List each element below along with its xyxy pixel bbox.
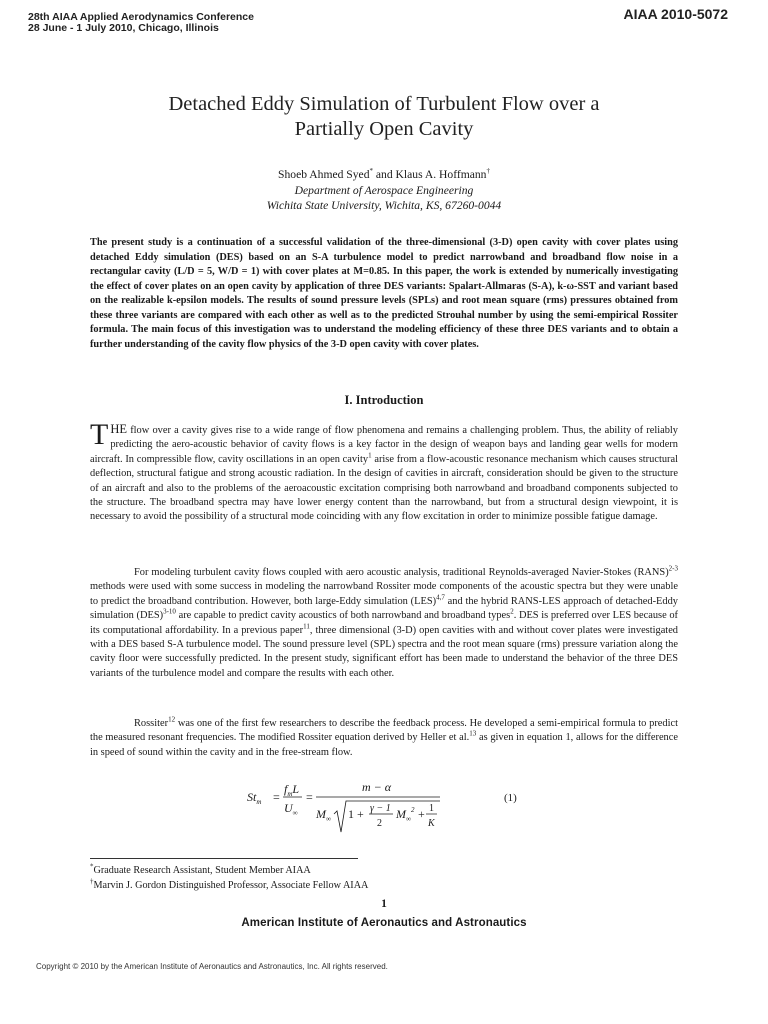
eq-f: f xyxy=(284,782,288,796)
svg-text:M∞2 xyxy=(395,806,415,823)
eq-equals-1: = xyxy=(273,790,280,804)
footnote-1 xyxy=(90,864,311,877)
citation[interactable]: 11 xyxy=(303,622,310,631)
svg-text:fmL xyxy=(284,782,299,798)
text-run: methods were used with some success in modeling the narrowband Rossiter mode components of the acoustic spectra but they were unable to predict the broadband contribution. However, both large-Eddy simulation (LES) xyxy=(90,581,678,607)
eq-M2: M xyxy=(396,807,406,821)
text-run: arise from a flow-acoustic resonance mechanism which causes structural deflection, structural fatigue and strong acoustic radiation. In the design of cavities in aircraft, consideration should be given to the structure of an aircraft and also to the problems of the aeroacoustic excitation comprising both narrowband and broadband components subjected to the structure. The broadband spectra may have lower energy content than the narrowband, but from a structural design viewpoint, it is necessary to avoid the possibility of a structural mode coinciding with any flow excitation in order to minimize possible fatigue damage. xyxy=(90,453,678,523)
eq-plus: + xyxy=(418,807,425,821)
intro-paragraph-3 xyxy=(90,717,678,760)
text-run: are capable to predict cavity acoustics of both narrowband and broadband types xyxy=(175,610,511,622)
eq-M: M xyxy=(316,807,326,821)
eq-equals-2: = xyxy=(306,790,313,804)
citation[interactable]: 13 xyxy=(469,729,477,738)
eq-M2-sup: 2 xyxy=(411,806,415,814)
text-run: . DES is preferred over LES because of its computational affordability. In a previous paper xyxy=(90,610,679,636)
author-and: and xyxy=(373,168,396,181)
eq-U-sub: ∞ xyxy=(292,809,298,817)
svg-text:Stm xyxy=(247,790,261,806)
author-block xyxy=(80,167,688,214)
eq-U: U xyxy=(284,801,293,815)
drop-cap-rest: HE xyxy=(110,422,127,436)
text-run: and the hybrid RANS-LES approach of detached-Eddy simulation (DES) xyxy=(90,595,678,622)
eq-lhs-sub: m xyxy=(256,798,262,806)
eq-numerator: m − α xyxy=(362,780,392,794)
eq-two: 2 xyxy=(377,818,382,829)
conference-name: 28th AIAA Applied Aerodynamics Conference xyxy=(28,11,254,23)
eq-f-sub: m xyxy=(287,790,293,798)
eq-gamma-minus-1: γ − 1 xyxy=(370,803,391,814)
text-run: as given in equation 1, allows for the difference in speed of sound within the cavity and in the free-stream flow. xyxy=(90,732,678,758)
university: Wichita State University, Wichita, KS, 67260-0044 xyxy=(266,199,502,212)
conference-header xyxy=(28,12,254,34)
footnote-divider xyxy=(90,858,358,859)
equation-number: (1) xyxy=(504,792,517,804)
intro-paragraph-2 xyxy=(90,566,678,681)
citation[interactable]: 1 xyxy=(368,451,372,460)
svg-text:U∞ xyxy=(284,801,298,817)
eq-one-plus: 1 + xyxy=(348,807,364,821)
footnote-1-text: Graduate Research Assistant, Student Member AIAA xyxy=(93,865,311,876)
citation[interactable]: 4,7 xyxy=(436,593,445,602)
rossiter-equation xyxy=(0,780,768,838)
footnote-2-text: Marvin J. Gordon Distinguished Professor, Associate Fellow AIAA xyxy=(93,880,369,891)
eq-M2-sub: ∞ xyxy=(406,815,411,823)
eq-lhs: St xyxy=(247,790,257,804)
drop-cap: T xyxy=(90,418,109,451)
author-2: Klaus A. Hoffmann xyxy=(395,168,487,181)
text-run: was one of the first few researchers to describe the feedback process. He developed a semi-empirical formula to predict the measured resonant frequencies. The modified Rossiter equation derived by Heller et al. xyxy=(90,718,678,744)
citation[interactable]: 12 xyxy=(168,715,176,724)
section-heading-introduction: I. Introduction xyxy=(344,393,424,407)
paper-id: AIAA 2010-5072 xyxy=(623,6,728,22)
title-line-1: Detached Eddy Simulation of Turbulent Flow over a xyxy=(168,93,600,115)
abstract: The present study is a continuation of a successful validation of the three-dimensional (3-D) open cavity with cover plates using detached Eddy simulation (DES) based on an S-A turbulence model to predict narrowband and broadband flow noise in a rectangular cavity (L/D = 5, W/D = 1) with cover plates at M=0.85. In this paper, the work is extended by numerically investigating the effect of cover plates on an open cavity by application of three DES variants: Spalart-Allmaras (S-A), k-ω-SST and variant based on the realizable k-epsilon models. The results of sound pressure levels (SPLs) and root mean square (rms) pressures obtained from these three variants are compared with each other as well as to the predicted Strouhal number by using the semi-empirical Rossiter formula. The main focus of this investigation was to understand the modeling efficiency of these three DES variants and to obtain a further understanding of the cavity flow physics of the 3-D open cavity with cover plates. xyxy=(90,237,678,350)
citation[interactable]: 2 xyxy=(510,607,514,616)
author-1-mark: * xyxy=(369,167,373,176)
conference-dates: 28 June - 1 July 2010, Chicago, Illinois xyxy=(28,22,219,34)
footnote-2-mark: † xyxy=(90,877,94,886)
text-run: For modeling turbulent cavity flows coupled with aero acoustic analysis, traditional Reynolds-averaged Navier-Stokes (RANS) xyxy=(134,567,669,578)
title-line-2: Partially Open Cavity xyxy=(294,118,474,140)
text-run: , three dimensional (3-D) open cavities with and without cover plates were investigated with a DES based S-A turbulence model. The sound pressure level (SPL) spectra and the root mean square (rms) pressure variation along the cavity floor were successfully predicted. In the present study, significant effort has been made to understand the behavior of the three DES variants of the turbulence model and compare the results with each other. xyxy=(90,624,679,679)
department: Department of Aerospace Engineering xyxy=(294,183,474,197)
author-2-mark: † xyxy=(486,167,490,176)
eq-L: L xyxy=(292,782,300,796)
eq-M-sub: ∞ xyxy=(326,815,331,823)
footnote-2 xyxy=(90,879,368,892)
author-names xyxy=(80,167,688,183)
page-number: 1 xyxy=(381,898,387,910)
copyright-notice: Copyright © 2010 by the American Institute of Aeronautics and Astronautics, Inc. All rights reserved. xyxy=(36,962,388,971)
paper-title xyxy=(80,92,688,142)
citation[interactable]: 3-10 xyxy=(163,607,176,616)
intro-paragraph-1 xyxy=(90,418,678,525)
eq-K: K xyxy=(428,818,435,829)
author-1: Shoeb Ahmed Syed xyxy=(278,168,370,181)
citation[interactable]: 2-3 xyxy=(668,564,678,573)
text-run: flow over a cavity gives rise to a wide range of flow phenomena and remains a challenging problem. Thus, the ability of reliably predicting the aero-acoustic behavior of cavity flows is a key factor in the design of weapon bays and landing gear wells for modern aircraft. In compressible flow, cavity oscillations in an open cavity xyxy=(90,425,678,465)
svg-text:M∞ xyxy=(315,807,331,823)
eq-one: 1 xyxy=(429,803,434,814)
publisher-name: American Institute of Aeronautics and Astronautics xyxy=(241,917,527,929)
footnote-1-mark: * xyxy=(90,862,94,871)
text-run: Rossiter xyxy=(134,718,169,729)
